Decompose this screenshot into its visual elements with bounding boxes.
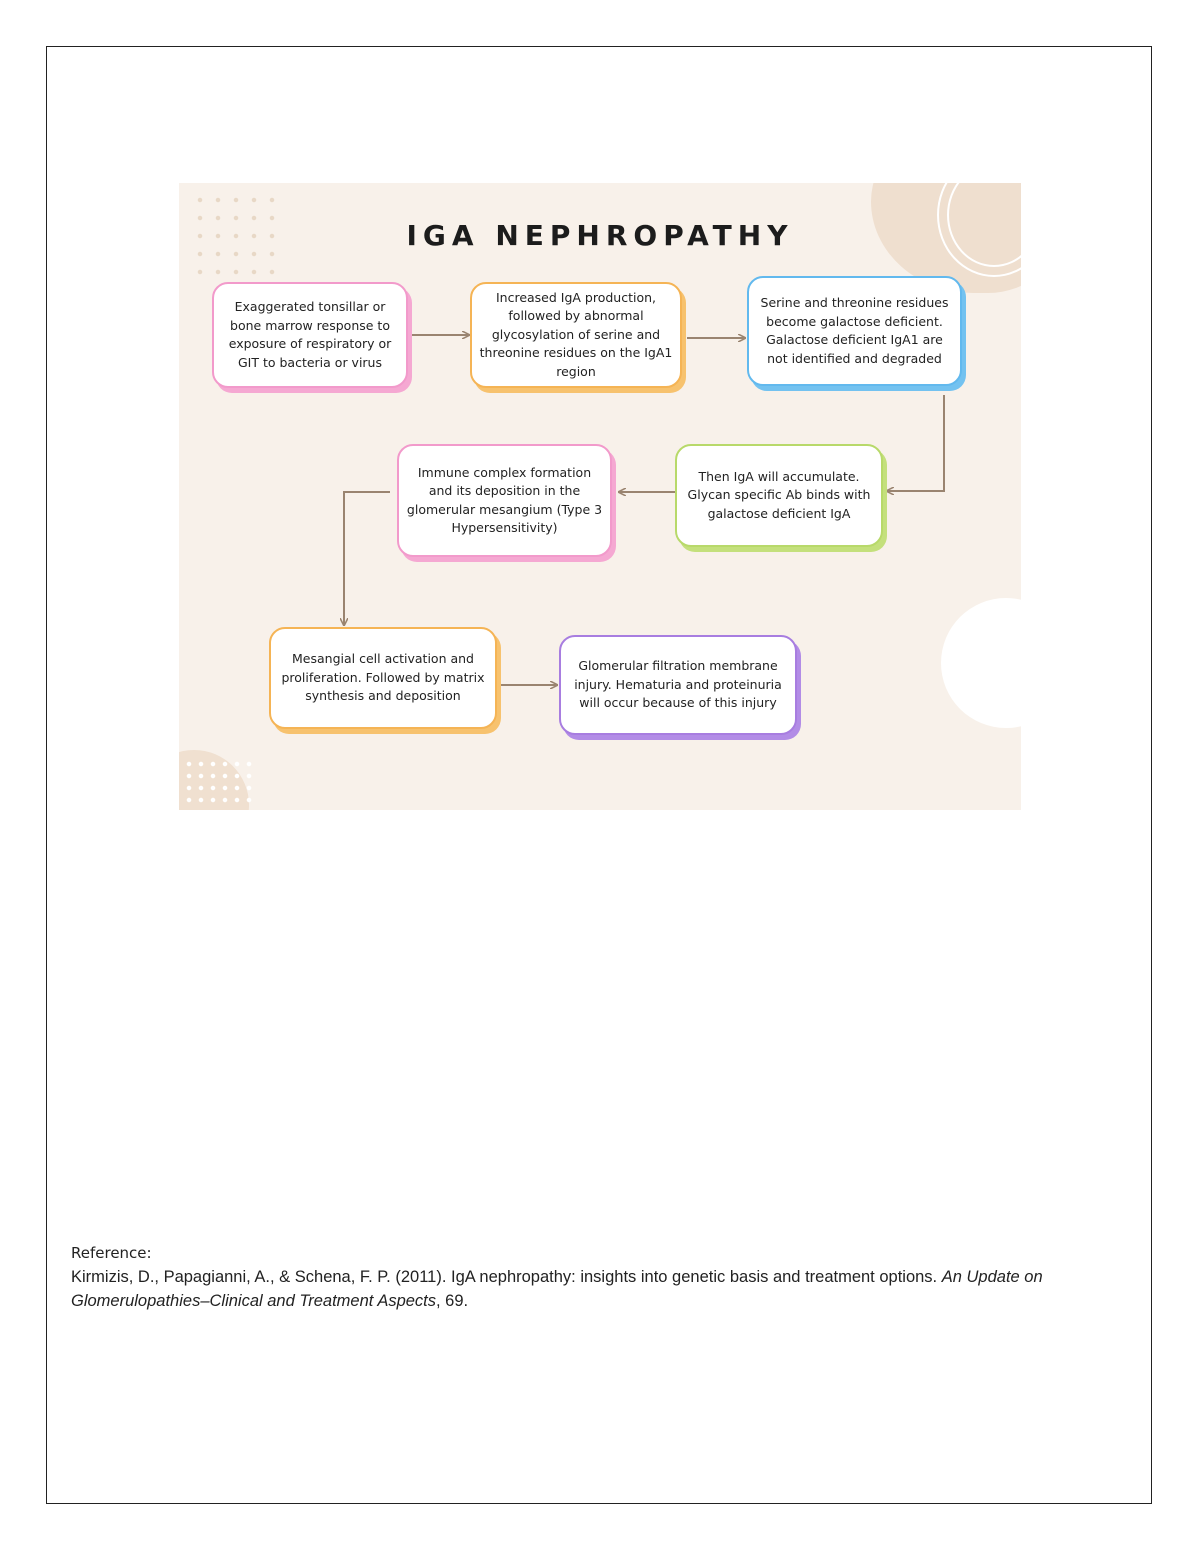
step-4-box [675, 444, 883, 547]
reference-label: Reference: [71, 1244, 152, 1262]
reference-citation [71, 1265, 1071, 1313]
step-1-box [212, 282, 408, 388]
flowchart-figure [179, 183, 1021, 810]
step-6-text: Mesangial cell activation and proliferation. Followed by matrix synthesis and deposition [281, 651, 485, 704]
step-5-box [397, 444, 612, 557]
step-2-text: Increased IgA production, followed by abnormal glycosylation of serine and threonine residues on the IgA1 region [479, 289, 673, 379]
step-1-text: Exaggerated tonsillar or bone marrow response to exposure of respiratory or GIT to bacteria or virus [228, 299, 392, 370]
figure-title: IGA NEPHROPATHY [406, 219, 794, 252]
step-3-text: Serine and threonine residues become galactose deficient. Galactose deficient IgA1 are not identified and degraded [760, 295, 949, 366]
reference-pages: , 69. [436, 1292, 469, 1310]
step-4-text: Then IgA will accumulate. Glycan specific Ab binds with galactose deficient IgA [687, 468, 871, 521]
reference-source: An Update on Glomerulopathies–Clinical and Treatment Aspects [71, 1268, 1043, 1310]
reference-block [71, 1241, 1071, 1313]
reference-authors: Kirmizis, D., Papagianni, A., & Schena, F. P. (2011). IgA nephropathy: insights into genetic basis and treatment options. [71, 1268, 942, 1286]
arrow-3-4 [887, 395, 944, 491]
step-2-box [470, 282, 682, 388]
step-3-box [747, 276, 962, 386]
step-5-text: Immune complex formation and its deposition in the glomerular mesangium (Type 3 Hypersensitivity) [406, 464, 603, 535]
step-7-box [559, 635, 797, 735]
step-7-text: Glomerular filtration membrane injury. Hematuria and proteinuria will occur because of this injury [574, 658, 782, 711]
arrow-5-6 [344, 492, 390, 625]
step-6-box [269, 627, 497, 729]
